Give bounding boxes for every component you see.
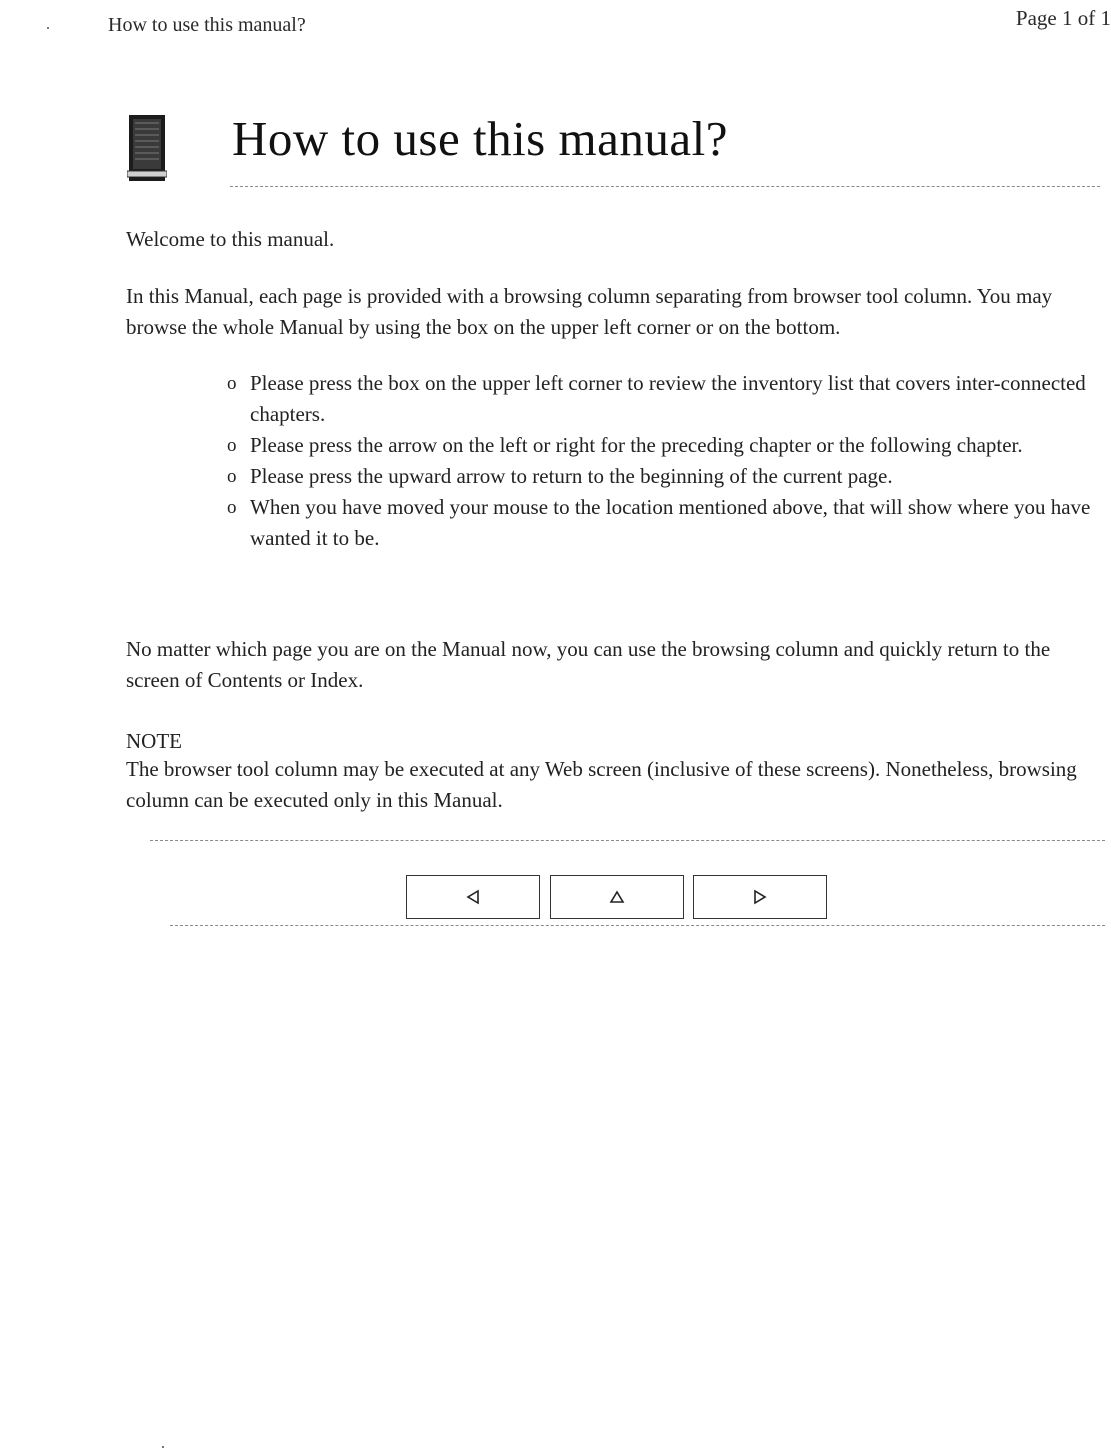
note-text: The browser tool column may be executed at any Web screen (inclusive of these screens). Nonetheless, browsing column can be executed only in this Manual. <box>126 757 1077 812</box>
list-item-text: Please press the upward arrow to return to the beginning of the current page. <box>250 464 893 488</box>
bullet-marker: o <box>227 466 237 487</box>
page-title: How to use this manual? <box>232 111 728 166</box>
list-item-text: When you have moved your mouse to the location mentioned above, that will show where you have wanted it to be. <box>250 495 1091 550</box>
list-item <box>227 368 1097 430</box>
list-item <box>227 461 1097 492</box>
scan-speck <box>47 27 49 29</box>
instruction-list <box>227 368 1097 554</box>
bullet-marker: o <box>227 497 237 518</box>
nav-divider-bottom <box>170 925 1105 926</box>
previous-chapter-button[interactable] <box>406 875 540 919</box>
header-title: How to use this manual? <box>108 14 306 36</box>
bullet-marker: o <box>227 435 237 456</box>
title-divider <box>230 186 1100 187</box>
list-item-text: Please press the box on the upper left corner to review the inventory list that covers inter-connected chapters. <box>250 371 1086 426</box>
book-icon[interactable] <box>127 113 167 183</box>
nav-divider-top <box>150 840 1105 841</box>
welcome-text: Welcome to this manual. <box>126 227 335 251</box>
intro-paragraph: In this Manual, each page is provided with a browsing column separating from browser tool column. You may browse the whole Manual by using the box on the upper left corner or on the bottom. <box>126 284 1053 339</box>
scan-speck <box>162 1446 164 1448</box>
triangle-up-icon <box>609 889 625 905</box>
list-item <box>227 430 1097 461</box>
bullet-marker: o <box>227 373 237 394</box>
back-to-top-button[interactable] <box>550 875 684 919</box>
list-item-text: Please press the arrow on the left or right for the preceding chapter or the following chapter. <box>250 433 1023 457</box>
navigation-paragraph: No matter which page you are on the Manual now, you can use the browsing column and quickly return to the screen of Contents or Index. <box>126 637 1051 692</box>
next-chapter-button[interactable] <box>693 875 827 919</box>
page-indicator: Page 1 of 1 <box>1015 6 1111 30</box>
list-item <box>227 492 1097 554</box>
note-heading: NOTE <box>126 729 182 753</box>
triangle-right-icon <box>752 889 768 905</box>
triangle-left-icon <box>465 889 481 905</box>
